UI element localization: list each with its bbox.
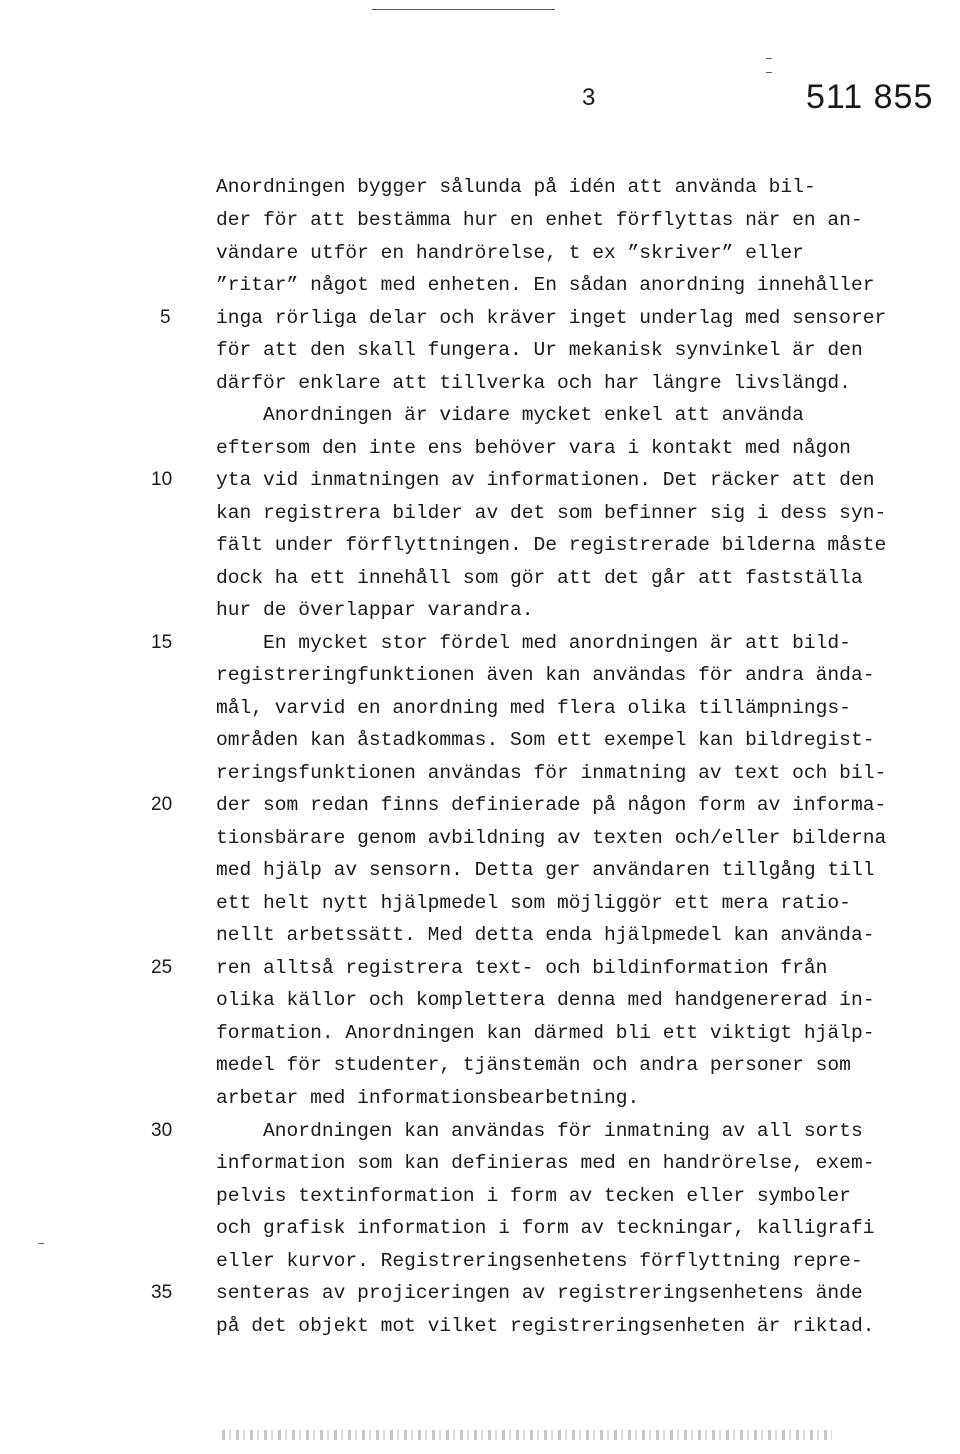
text-line: för att den skall fungera. Ur mekanisk synvinkel är den <box>216 339 863 361</box>
text-line: senteras av projiceringen av registreringsenhetens ände <box>216 1282 863 1304</box>
text-line: olika källor och komplettera denna med handgenererad in- <box>216 989 875 1011</box>
text-line: reringsfunktionen användas för inmatning av text och bil- <box>216 762 887 784</box>
text-line: pelvis textinformation i form av tecken eller symboler <box>216 1185 851 1207</box>
text-line: yta vid inmatningen av informationen. Det räcker att den <box>216 469 875 491</box>
text-line: ”ritar” något med enheten. En sådan anordning innehåller <box>216 274 875 296</box>
scan-mark <box>38 1243 44 1244</box>
text-line: En mycket stor fördel med anordningen är att bild- <box>216 632 851 654</box>
text-line: Anordningen bygger sålunda på idén att använda bil- <box>216 176 816 198</box>
scan-mark <box>766 72 772 73</box>
text-line: formation. Anordningen kan därmed bli ett viktigt hjälp- <box>216 1022 875 1044</box>
text-line: Anordningen kan användas för inmatning av all sorts <box>216 1120 863 1142</box>
text-line: Anordningen är vidare mycket enkel att använda <box>216 404 804 426</box>
scan-noise <box>222 1430 832 1440</box>
text-line: fält under förflyttningen. De registrerade bilderna måste <box>216 534 887 556</box>
text-line: der som redan finns definierade på någon form av informa- <box>216 794 887 816</box>
text-line: arbetar med informationsbearbetning. <box>216 1087 640 1109</box>
page-number: 3 <box>582 84 596 111</box>
text-line: tionsbärare genom avbildning av texten och/eller bilderna <box>216 827 887 849</box>
line-number: 20 <box>151 794 173 815</box>
text-line: inga rörliga delar och kräver inget underlag med sensorer <box>216 307 887 329</box>
text-line: registreringfunktionen även kan användas för andra ända- <box>216 664 875 686</box>
line-number: 25 <box>151 957 173 978</box>
text-line: mål, varvid en anordning med flera olika tillämpnings- <box>216 697 851 719</box>
text-line: nellt arbetssätt. Med detta enda hjälpmedel kan använda- <box>216 924 875 946</box>
text-line: vändare utför en handrörelse, t ex ”skriver” eller <box>216 242 804 264</box>
text-line: eftersom den inte ens behöver vara i kontakt med någon <box>216 437 851 459</box>
line-number: 5 <box>160 307 171 328</box>
text-line: med hjälp av sensorn. Detta ger användaren tillgång till <box>216 859 875 881</box>
text-line: dock ha ett innehåll som gör att det går att fastställa <box>216 567 863 589</box>
top-rule <box>372 9 555 10</box>
line-number: 10 <box>151 469 173 490</box>
text-line: hur de överlappar varandra. <box>216 599 534 621</box>
text-line: områden kan åstadkommas. Som ett exempel kan bildregist- <box>216 729 875 751</box>
text-line: der för att bestämma hur en enhet förflyttas när en an- <box>216 209 863 231</box>
text-line: ren alltså registrera text- och bildinformation från <box>216 957 828 979</box>
line-number: 15 <box>151 632 173 653</box>
text-line: och grafisk information i form av teckningar, kalligrafi <box>216 1217 875 1239</box>
text-line: ett helt nytt hjälpmedel som möjliggör ett mera ratio- <box>216 892 851 914</box>
line-number: 35 <box>151 1282 173 1303</box>
text-line: eller kurvor. Registreringsenhetens förflyttning repre- <box>216 1250 863 1272</box>
text-line: på det objekt mot vilket registreringsenheten är riktad. <box>216 1315 875 1337</box>
text-line: kan registrera bilder av det som befinner sig i dess syn- <box>216 502 887 524</box>
patent-number: 511 855 <box>806 78 934 116</box>
scan-mark <box>766 58 772 59</box>
text-line: medel för studenter, tjänstemän och andra personer som <box>216 1054 851 1076</box>
text-line: information som kan definieras med en handrörelse, exem- <box>216 1152 875 1174</box>
line-number: 30 <box>151 1120 173 1141</box>
text-line: därför enklare att tillverka och har längre livslängd. <box>216 372 851 394</box>
